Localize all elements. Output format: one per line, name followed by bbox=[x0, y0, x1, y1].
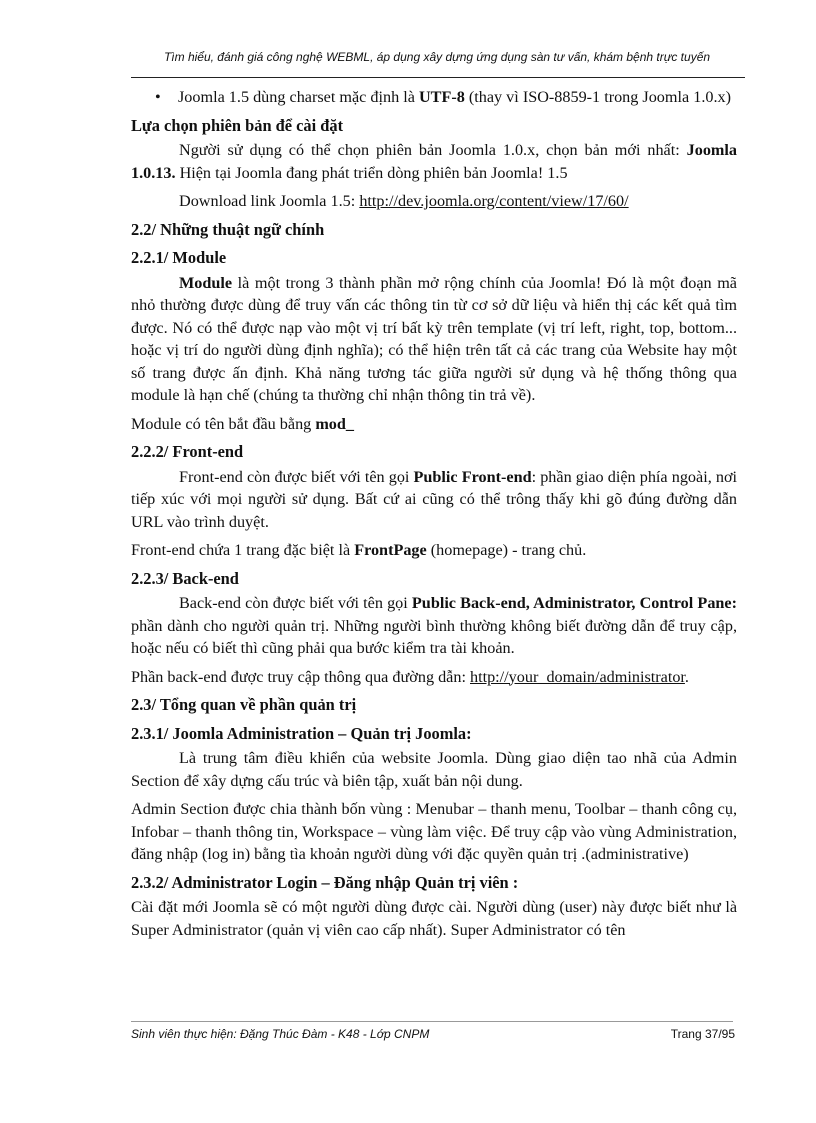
paragraph-back-end: Back-end còn được biết với tên gọi Public Back-end, Administrator, Control Pane: phần dành cho người quản trị. Những người bình thường không biết đường dẫn để truy cập, hoặc nếu có biết thì cũng phải qua bước kiểm tra tài khoản. bbox=[131, 594, 737, 657]
paragraph-admin-login: Cài đặt mới Joomla sẽ có một người dùng được cài. Người dùng (user) này được biết như là Super Administrator (quản vị viên cao cấp nhất). Super Administrator có tên bbox=[131, 898, 737, 939]
section-heading-joomla-admin: 2.3.1/ Joomla Administration – Quản trị Joomla: bbox=[131, 723, 472, 743]
document-body bbox=[131, 86, 737, 941]
paragraph-frontpage: Front-end chứa 1 trang đặc biệt là FrontPage (homepage) - trang chủ. bbox=[131, 541, 587, 559]
section-heading-version: Lựa chọn phiên bản để cài đặt bbox=[131, 115, 344, 135]
page-footer bbox=[131, 1027, 735, 1041]
paragraph-joomla-admin: Là trung tâm điều khiển của website Joomla. Dùng giao diện tao nhã của Admin Section để xây dựng cấu trúc và biên tập, xuất bản nội dung. bbox=[131, 749, 737, 790]
bullet-item-charset: • Joomla 1.5 dùng charset mặc định là UTF-8 (thay vì ISO-8859-1 trong Joomla 1.0.x) bbox=[131, 86, 737, 109]
paragraph-version: Người sử dụng có thể chọn phiên bản Joomla 1.0.x, chọn bản mới nhất: Joomla 1.0.13. Hiện tại Joomla đang phát triển dòng phiên bản Joomla! 1.5 bbox=[131, 141, 737, 182]
section-heading-terms: 2.2/ Những thuật ngữ chính bbox=[131, 219, 325, 239]
paragraph-module-prefix: Module có tên bắt đầu bằng mod_ bbox=[131, 414, 354, 433]
page-number: Trang 37/95 bbox=[670, 1027, 735, 1041]
paragraph-admin-section: Admin Section được chia thành bốn vùng : Menubar – thanh menu, Toolbar – thanh công cụ, Infobar – thanh thông tin, Workspace – vùng làm việc. Để truy cập vào vùng Administration, đăng nhập (log in) bằng tìa khoản người dùng với đặc quyền quản trị .(administrative) bbox=[131, 800, 737, 863]
admin-url-link[interactable]: http://your_domain/administrator bbox=[470, 667, 685, 686]
paragraph-download: Download link Joomla 1.5: http://dev.joomla.org/content/view/17/60/ bbox=[179, 192, 629, 210]
section-heading-admin-login: 2.3.2/ Administrator Login – Đăng nhập Quản trị viên : bbox=[131, 872, 519, 892]
section-heading-back-end: 2.2.3/ Back-end bbox=[131, 568, 239, 588]
paragraph-admin-url: Phần back-end được truy cập thông qua đường dẫn: http://your_domain/administrator. bbox=[131, 667, 689, 686]
download-link[interactable]: http://dev.joomla.org/content/view/17/60/ bbox=[359, 192, 629, 210]
paragraph-front-end: Front-end còn được biết với tên gọi Public Front-end: phần giao diện phía ngoài, nơi tiếp xúc với mọi người sử dụng. Bất cứ ai cũng có thể trông thấy khi gõ đúng đường dẫn URL vào trình duyệt. bbox=[131, 467, 738, 531]
header-divider bbox=[131, 77, 745, 78]
section-heading-admin-overview: 2.3/ Tổng quan về phần quản trị bbox=[131, 695, 357, 714]
bullet-icon: • bbox=[155, 88, 161, 106]
footer-divider bbox=[131, 1021, 733, 1022]
section-heading-module: 2.2.1/ Module bbox=[131, 248, 227, 267]
section-heading-front-end: 2.2.2/ Front-end bbox=[131, 442, 244, 461]
paragraph-module: Module là một trong 3 thành phần mở rộng chính của Joomla! Đó là một đoạn mã nhỏ thường được dùng để truy vấn các thông tin từ cơ sở dữ liệu và hiển thị các kết quả tìm được. Nó có thể được nạp vào một vị trí bất kỳ trên template (vị trí left, right, top, bottom... hoặc vị trí do người dùng định nghĩa); có thể hiện trên tất cả các trang của Website hay một số trang được ấn định. Khả năng tương tác giữa người sử dụng và hệ thống thông qua module là hạn chế (chúng ta thường chỉ nhận thông tin trả về). bbox=[131, 273, 737, 404]
footer-author: Sinh viên thực hiện: Đặng Thúc Đàm - K48 - Lớp CNPM bbox=[131, 1027, 430, 1041]
running-header: Tìm hiểu, đánh giá công nghệ WEBML, áp dụng xây dựng ứng dụng sàn tư vấn, khám bệnh trực tuyến bbox=[163, 50, 711, 64]
